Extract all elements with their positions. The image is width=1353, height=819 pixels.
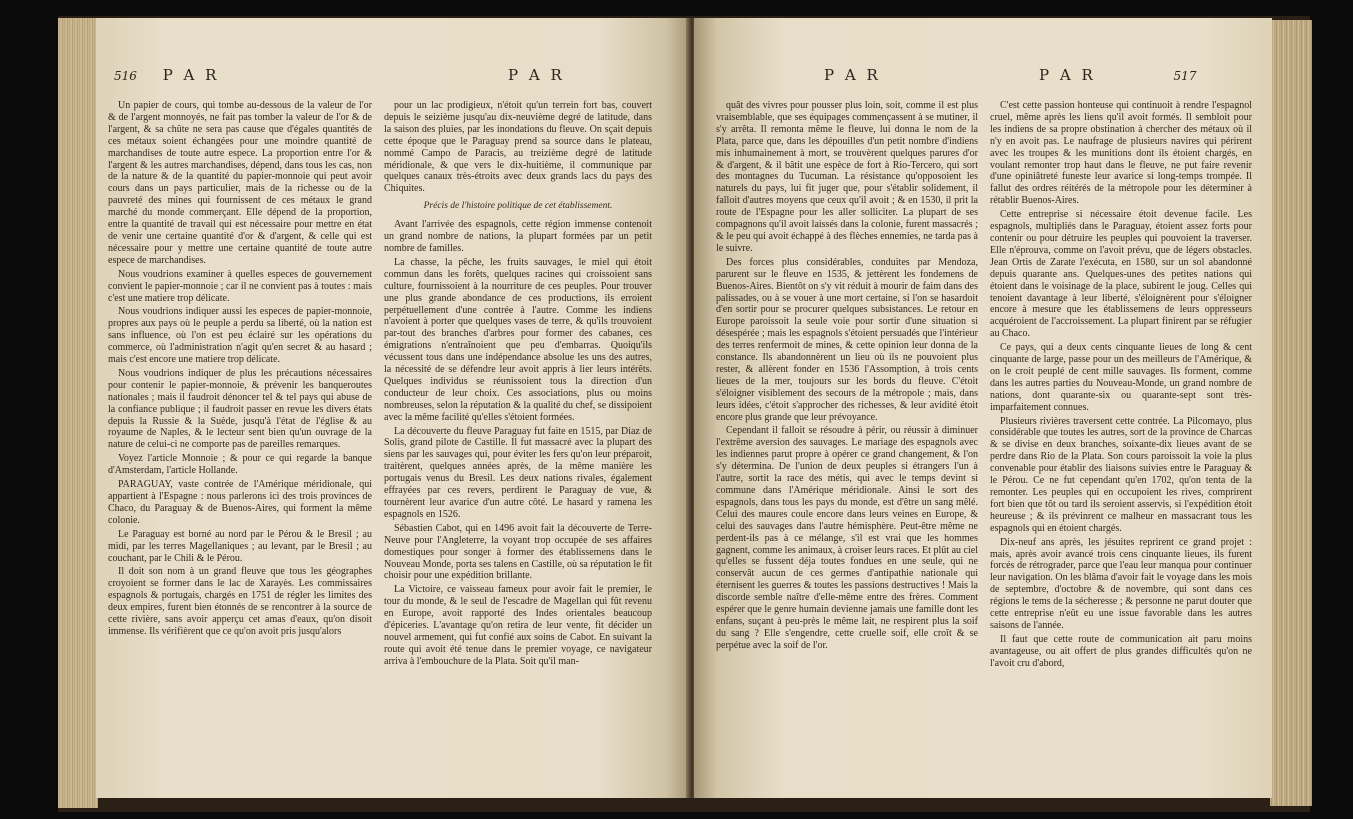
running-head: P A R <box>824 66 881 84</box>
paragraph: Cette entreprise si nécessaire étoit devenue facile. Les espagnols, multipliés dans le Paraguay, étoient assez forts pour contenir ou pour détruire les peuples qui pouvoient la traverser. Elle n'éprouva, comme on l'avoit prévu, que de légers obstacles. Jean Ortis de Zarate l'exécuta, en 1580, sur un sol abandonné depuis quarante ans. Quelques-unes des petites nations qui étoient dans le voisinage de la place, subirent le joug. Celles qui tenoient davantage à leur liberté, s'éloignèrent pour s'éloigner encore à mesure que les établissemens de leurs oppresseurs acquéroient de l'accroissement. La plupart finirent par se réfugier au Chaco. <box>990 209 1252 340</box>
paragraph: Plusieurs rivières traversent cette contrée. La Pilcomayo, plus considérable que toutes les autres, sort de la province de Charcas & se divise en deux branches, soixante-dix lieues avant de se perdre dans Rio de la Plata. Son cours paroissoit la voie la plus convenable pour établir des liaisons suivies entre le Paraguay & le Pérou. Ce ne fut cependant qu'en 1702, qu'on tenta de la remonter. Les peuples qui en occupoient les rives, comprirent fort bien que tôt ou tard ils seroient asservis, si l'expédition étoit heureuse ; & ils prévinrent ce malheur en massacrant tous les espagnols qui en étoient chargés. <box>990 415 1252 534</box>
right-page-column-1 <box>716 100 978 654</box>
page-number-right: 517 <box>1173 69 1197 83</box>
page-number-left: 516 <box>114 69 137 83</box>
paragraph: C'est cette passion honteuse qui continuoit à rendre l'espagnol cruel, même après les liens qu'il avoit formés. Il sembloit pour les indiens de sa propre obstination à chercher des métaux où il n'y en avoit pas. Le naufrage de plusieurs navires qui périrent avec les troupes & les munitions dont ils étoient chargés, en voulant remonter trop haut dans le fleuve, ne put faire revenir d'une opiniâtreté funeste leur avarice si long-temps trompée. Il fallut des ordres réitérés de la métropole pour les déterminer à rétablir Buenos-Aires. <box>990 100 1252 207</box>
paragraph: La Victoire, ce vaisseau fameux pour avoir fait le premier, le tour du monde, & le seul de l'escadre de Magellan qui fût revenu en Europe, avoit rapporté des Indes orientales beaucoup d'épiceries. L'avantage qu'on retira de leur vente, fit décider un nouvel armement, qui fut confié aux soins de Cabot. En suivant la route qui avoit été tenue dans le premier voyage, ce navigateur arriva à l'embouchure de la Plata. Soit qu'il man- <box>384 584 652 667</box>
left-page-column-2 <box>384 100 652 670</box>
paragraph: Voyez l'article Monnoie ; & pour ce qui regarde la banque d'Amsterdam, l'article Hollande. <box>108 453 372 477</box>
paragraph: PARAGUAY, vaste contrée de l'Amérique méridionale, qui appartient à l'Espagne : nous parlerons ici des trois provinces de Chaco, du Paraguay & de Buenos-Aires, qui forment la même colonie. <box>108 479 372 526</box>
paragraph: Cependant il falloit se résoudre à périr, ou réussir à diminuer l'extrême aversion des sauvages. Le mariage des espagnols avec les indiennes parut propre à opérer ce grand changement, & l'on s'y détermina. De l'union de deux peuples si étrangers l'un à l'autre, sortit la race des métis, qui avec le temps devint si commune dans l'Amérique méridionale. Ainsi le sort des espagnols, dans tous les pays du monde, est d'être un sang mêlé. Celui des maures coule encore dans leurs veines en Europe, & celui des sauvages dans l'autre hémisphère. Peut-être même ne perdent-ils pas à ce mélange, s'il est vrai que les hommes gagnent, comme les animaux, à croiser leurs races. Et plût au ciel qu'elles se fussent déja toutes fondues en une seule, qui ne conservât aucun de ces germes d'antipathie nationale qui éternisent les guerres & toutes les passions destructives ! Mais la discorde semble naître d'elle-même entre des frères. Comment espérer que le genre humain devienne jamais une famille dont les enfans, suçant à peu-près le même lait, ne respirent plus la soif du sang ? Elle s'engendre, cette cruelle soif, elle croît & se perpétue avec la soif de l'or. <box>716 425 978 651</box>
paragraph: pour un lac prodigieux, n'étoit qu'un terrein fort bas, couvert depuis le seizième jusqu'au dix-neuvième degré de latitude, dans la saison des pluies, par les inondations du fleuve. On sçait depuis cette époque que le Paraguay prend sa source dans le plateau, nommé Campo de Paracis, au treizième degré de latitude méridionale, & que vers le dix-huitième, il communique par quelques canaux très-étroits avec deux grands lacs du pays des Chiquites. <box>384 100 652 195</box>
right-page-header-right <box>1039 66 1196 84</box>
paragraph: Nous voudrions indiquer de plus les précautions nécessaires pour contenir le papier-monnoie, & prévenir les banqueroutes nationales ; mais il faudroit dénoncer tel & tel pays qui abuse de la confiance publique ; il faudroit passer en revue les divers états depuis la Russie & la Suède, jusqu'à l'état de l'église & au royaume de Naples, & le lecteur sent bien qu'un ouvrage de la nature de celui-ci ne comporte pas de pareilles remarques. <box>108 367 372 451</box>
paragraph: quât des vivres pour pousser plus loin, soit, comme il est plus vraisemblable, que ses équipages commençassent à se mutiner, il s'y arrêta. Il remonta même le fleuve, lui donna le nom de la Plata, parce que, dans les dépouilles d'un petit nombre d'indiens mis inhumainement à mort, se trouvèrent quelques parures d'or & d'argent, & il bâtit une espèce de fort à Rio-Tercero, qui sort des montagnes du Tucuman. La résistance qu'opposoient les naturels du pays, lui fit juger que, pour s'établir solidement, il falloit d'autres moyens que ceux qu'il avoit ; & en 1530, il prit la route de l'Espagne pour les aller solliciter. La plupart de ses compagnons qu'il avoit laissés dans la colonie, furent massacrés ; & le peu qui avoit échappé à des flèches ennemies, ne tarda pas à le suivre. <box>716 100 978 254</box>
paragraph: Nous voudrions indiquer aussi les especes de papier-monnoie, propres aux pays où le peuple a perdu sa liberté, où la nation est sans influence, où l'on est peu éclairé sur les opérations du commerce, où l'administration n'agit qu'en secret & au hasard ; mais c'est encore une matiere trop délicate. <box>108 306 372 366</box>
left-page <box>96 18 690 798</box>
left-page-header-left <box>114 66 219 84</box>
paragraph: Ce pays, qui a deux cents cinquante lieues de long & cent cinquante de large, passe pour un des meilleurs de l'Amérique, & on le croit peuplé de cent mille sauvages. Ils forment, comme dans les autres parties du Nouveau-Monde, un grand nombre de nations, dont quarante-six ou quarante-sept sont très-imparfaitement connues. <box>990 342 1252 413</box>
paragraph: Nous voudrions examiner à quelles especes de gouvernement convient le papier-monnoie ; car il ne convient pas à toutes : mais c'est une matiere trop délicate. <box>108 268 372 304</box>
page-edges-right <box>1270 20 1312 806</box>
paragraph: La chasse, la pêche, les fruits sauvages, le miel qui étoit commun dans les forêts, quelques racines qui croissoient sans culture, fournissoient à la nourriture de ces peuples. Pour trouver une plus grande abondance de ces productions, ils erroient perpétuellement d'une contrée à l'autre. Comme les indiens n'avoient à porter que quelques vases de terre, & qu'ils trouvoient par-tout des branches d'arbres pour former des cabanes, ces émigrations n'entraînoient que peu d'embarras. Quoiqu'ils vécussent tous dans une indépendance absolue les uns des autres, la nécessité de se défendre leur avoit appris à lier leurs intérêts. Quelques individus se réunissoient tous la direction d'un conducteur de leur choix. Ces associations, plus ou moins nombreuses, selon la réputation & la qualité du chef, se dissipoient avec la même facilité qu'elles s'étoient formées. <box>384 256 652 423</box>
right-page-column-2 <box>990 100 1252 672</box>
right-page <box>694 18 1272 798</box>
paragraph: Le Paraguay est borné au nord par le Pérou & le Bresil ; au midi, par les terres Magellaniques ; au levant, par le Bresil ; au couchant, par le Chili & le Pérou. <box>108 528 372 564</box>
left-page-column-1 <box>108 100 372 640</box>
paragraph: La découverte du fleuve Paraguay fut faite en 1515, par Diaz de Solis, grand pilote de Castille. Il fut massacré avec la plupart des siens par les sauvages qui, pour éviter les fers qu'on leur préparoit, traitèrent, quelques années après, de la même manière les portugais venus du Bresil. Les deux nations rivales, également effrayées par ces revers, perdirent le Paraguay de vue, & tournèrent leur avarice d'un autre côté. Le hasard y ramena les espagnols en 1526. <box>384 425 652 520</box>
running-head: P A R <box>508 66 565 84</box>
paragraph: Sébastien Cabot, qui en 1496 avoit fait la découverte de Terre-Neuve pour l'Angleterre, la voyant trop occupée de ses affaires domestiques pour songer à former des établissemens dans le Nouveau Monde, porta ses talens en Castille, où sa réputation le fit choisir pour une expédition brillante. <box>384 522 652 582</box>
paragraph: Il doit son nom à un grand fleuve que tous les géographes croyoient se former dans le lac de Xarayès. Les commissaires espagnols & portugais, chargés en 1751 de régler les limites des deux empires, furent bien étonnés de se rencontrer à la source de cette rivière, sans avoir apperçu cet amas d'eaux, qu'on disoit immense. Ils vérifièrent que ce qu'on avoit pris jusqu'alors <box>108 566 372 637</box>
paragraph: Un papier de cours, qui tombe au-dessous de la valeur de l'or & de l'argent monnoyés, ne fait pas tomber la valeur de l'or & de l'argent, & sa chûte ne sera pas cause que d'égales quantités de ces métaux soient échangées pour une moindre quantité de marchandises de toute autre espece. La proportion entre l'or & l'argent & les autres marchandises, dépend, dans tous les cas, non de la nature & de la quantité du papier-monnoie qui peut avoir cours dans un pays particulier, mais de la richesse ou de la pauvreté des mines qui fournissent de ces métaux le grand marché du monde commerçant. Elle dépend de la proportion, entre la quantité de travail qui est nécessaire pour mettre en état de venir une certaine quantité d'or & d'argent, & celle qui est nécessaire pour y mettre une certaine quantité de toute autre espece de marchandises. <box>108 100 372 266</box>
page-edges-left <box>58 18 98 808</box>
section-heading: Précis de l'histoire politique de cet établissement. <box>423 201 613 212</box>
paragraph: Dix-neuf ans après, les jésuites reprirent ce grand projet : mais, après avoir avancé trois cens cinquante lieues, ils furent forcés de rétrograder, parce que l'eau leur manqua pour continuer leur navigation. On les blâma d'avoir fait le voyage dans les mois de septembre, d'octobre & de novembre, qui sont dans ces régions le tems de la sécheresse ; & personne ne parut douter que cette entreprise n'eût eu une issue favorable dans les autres saisons de l'année. <box>990 536 1252 631</box>
running-head: P A R <box>162 66 220 84</box>
paragraph: Il faut que cette route de communication ait paru moins avantageuse, ou ait offert de plus grandes difficultés qu'on ne l'avoit cru d'abord, <box>990 633 1252 669</box>
paragraph: Des forces plus considérables, conduites par Mendoza, parurent sur le fleuve en 1535, & jettèrent les fondemens de Buenos-Aires. Bientôt on s'y vit réduit à mourir de faim dans des palissades, ou à se vouer à une mort certaine, si l'on se hasardoit d'en sortir pour se procurer quelques subsistances. Le retour en Europe paroissoit la seule voie pour sortir d'une situation si désespérée ; mais les espagnols s'étoient persuadés que l'intérieur des terres renfermoit de mines, & cette opinion leur donna de la constance. Ils abandonnèrent un lieu où ils ne pouvoient plus rester, & allèrent fonder en 1536 l'Assomption, à trois cents lieues de la mer, toujours sur les bords du fleuve. C'étoit s'éloigner visiblement des secours de la métropole ; mais, dans leurs idées, c'étoit s'approcher des richesses, & leur avidité étoit encore plus grande que leur prévoyance. <box>716 256 978 423</box>
running-head: P A R <box>1039 66 1096 84</box>
paragraph: Avant l'arrivée des espagnols, cette région immense contenoit un grand nombre de nations, la plupart formées par un petit nombre de familles. <box>384 219 652 254</box>
